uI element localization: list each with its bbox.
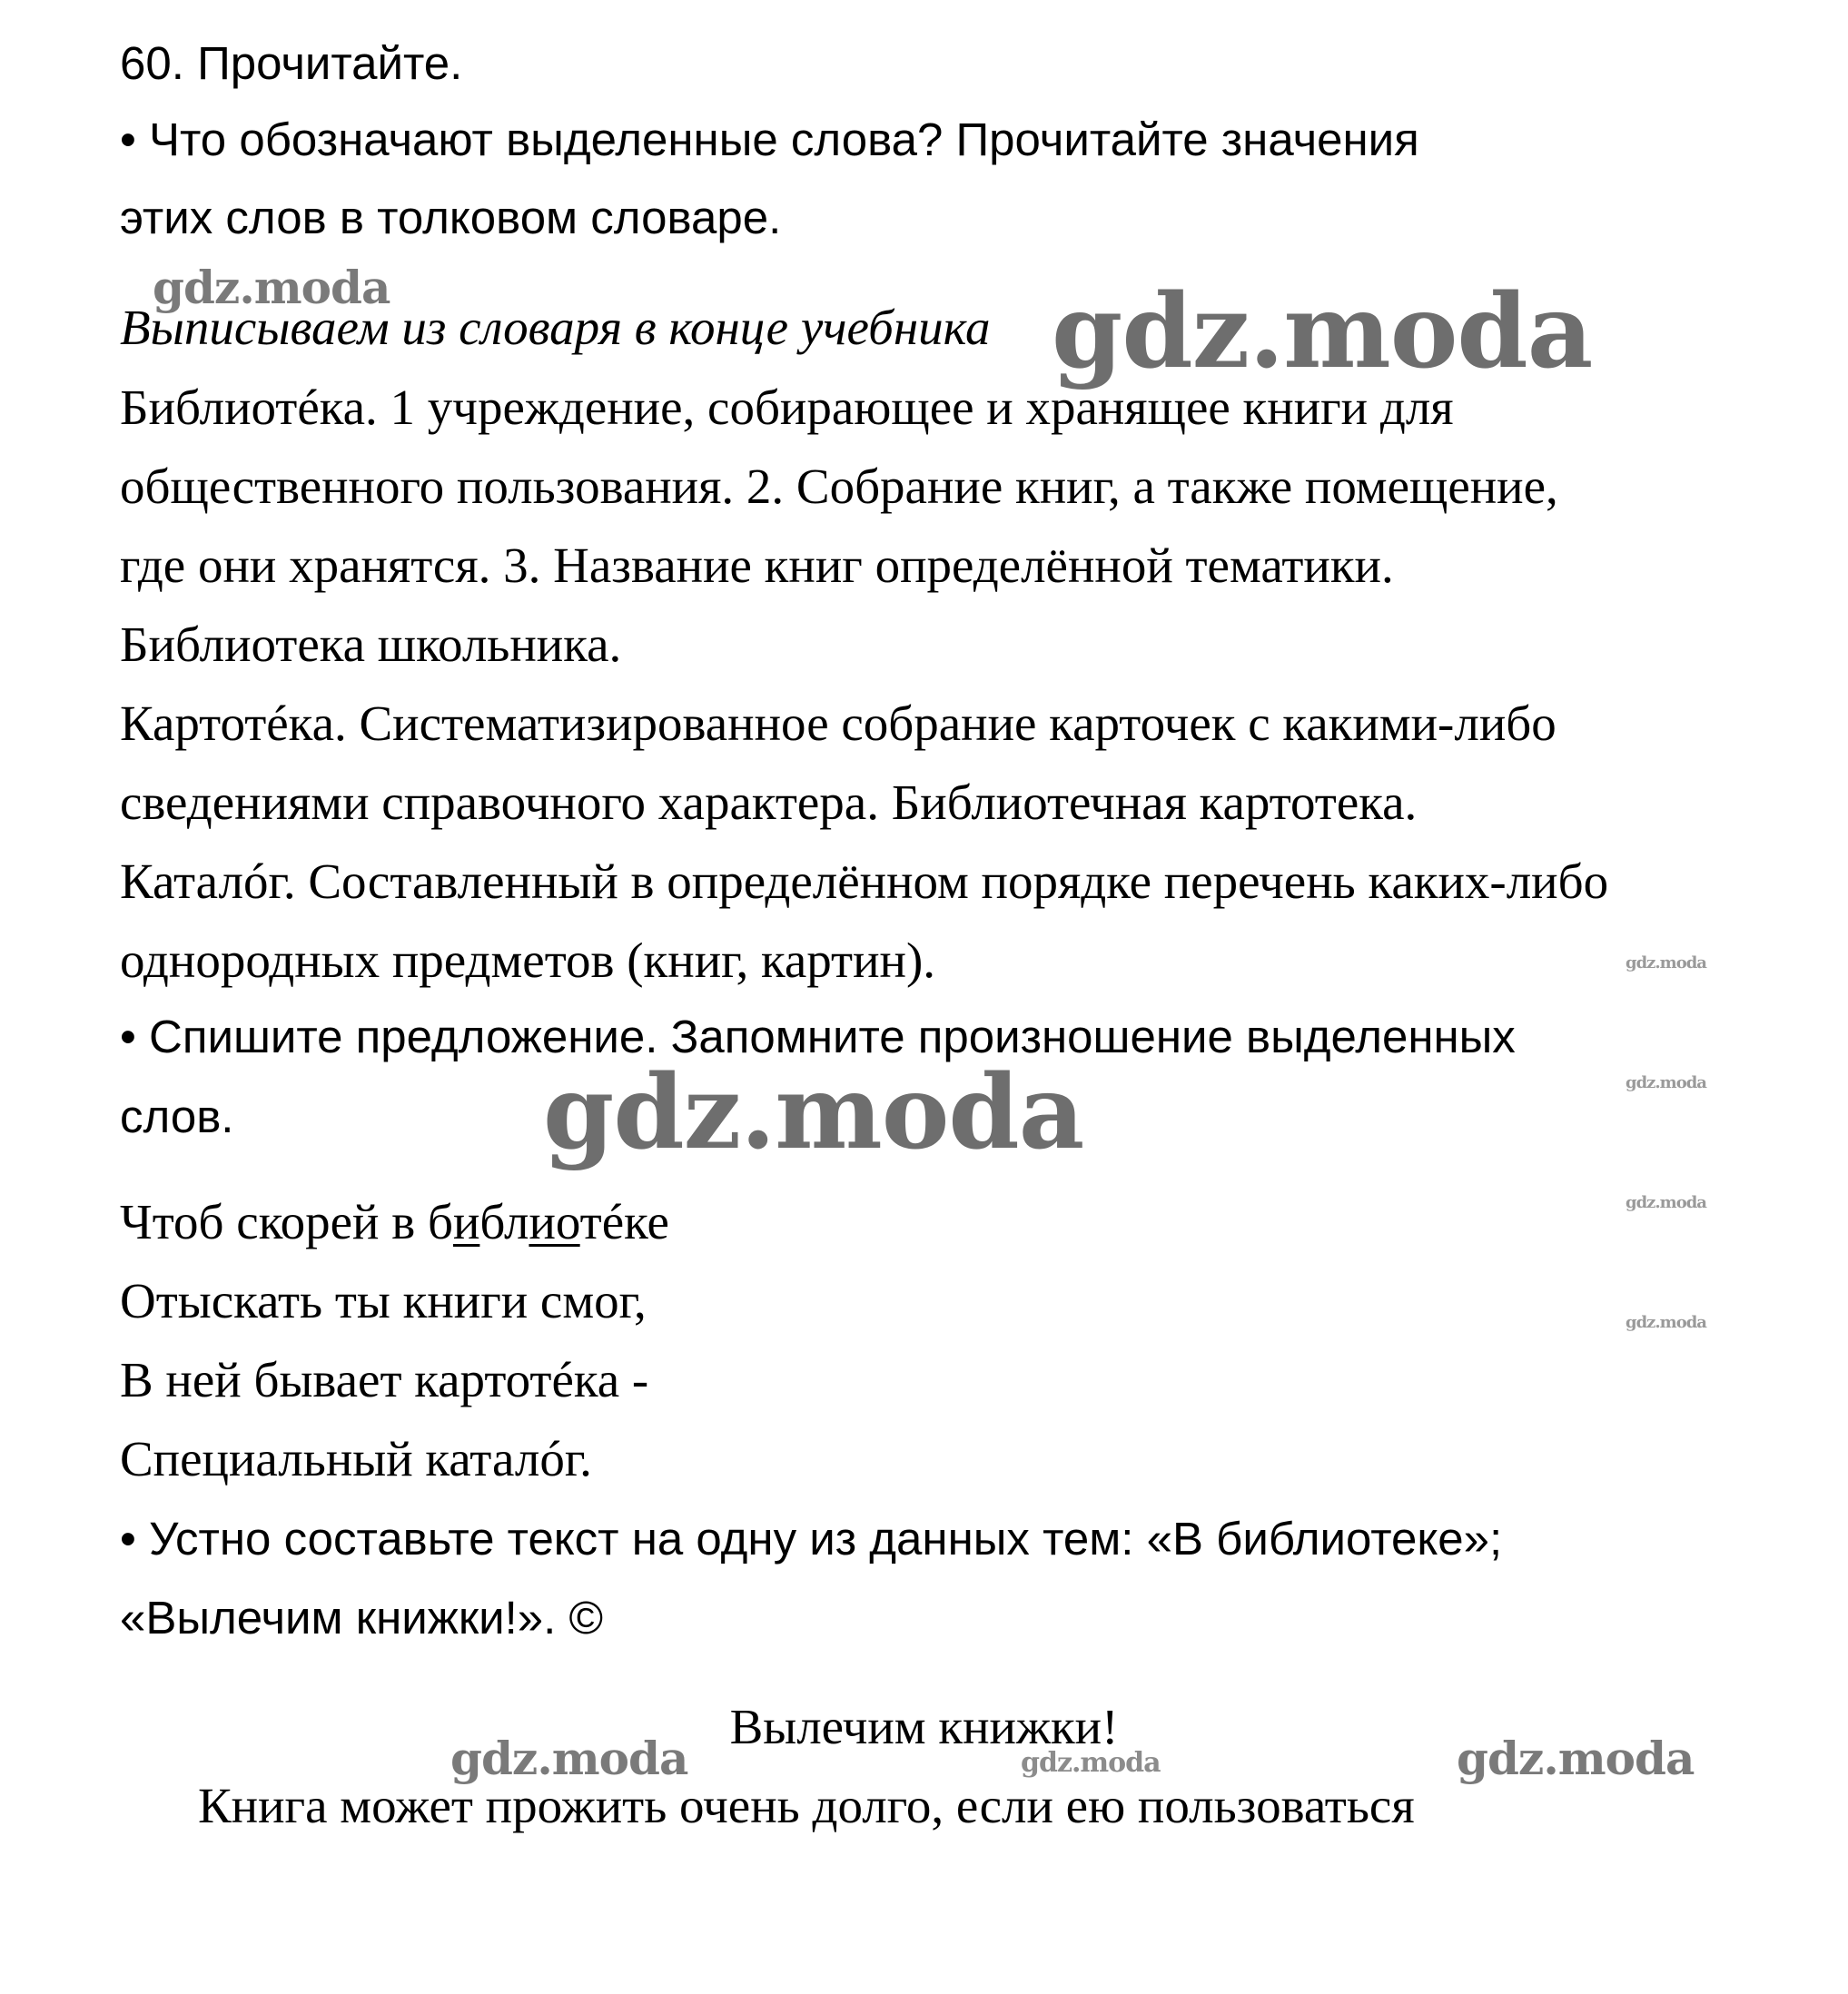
answer-intro: Выписываем из словаря в конце учебника xyxy=(120,300,991,355)
essay-title: Вылечим книжки! xyxy=(729,1699,1119,1754)
poem-text: тéке xyxy=(579,1194,669,1249)
definition-line: Картотéка. Систематизированное собрание карточек с какими-либо xyxy=(120,696,1556,751)
watermark: gdz.moda xyxy=(153,261,390,314)
watermark-small: gdz.moda xyxy=(1626,1313,1706,1332)
watermark: gdz.moda xyxy=(1021,1747,1161,1779)
definition-line: однородных предметов (книг, картин). xyxy=(120,933,936,988)
watermark-large: gdz.moda xyxy=(1052,272,1593,391)
definition-line: Каталóг. Составленный в определённом порядке перечень каких-либо xyxy=(120,854,1609,909)
underlined-letter: и xyxy=(452,1194,480,1249)
poem-text: Чтоб скорей в б xyxy=(120,1194,453,1249)
task-3-line-2: «Вылечим книжки!». © xyxy=(120,1592,604,1644)
task-1-line-1: • Что обозначают выделенные слова? Прочитайте значения xyxy=(120,114,1419,165)
poem-line-1 xyxy=(120,1194,669,1249)
watermark-small: gdz.moda xyxy=(1626,1073,1706,1092)
underlined-letters: ио xyxy=(529,1194,580,1249)
definition-line: сведениями справочного характера. Библиотечная картотека. xyxy=(120,775,1418,830)
definition-line: где они хранятся. 3. Название книг определённой тематики. xyxy=(120,538,1394,593)
watermark: gdz.moda xyxy=(1457,1732,1695,1785)
poem-text: бл xyxy=(479,1194,529,1249)
poem-line-2: Отыскать ты книги смог, xyxy=(120,1273,647,1328)
definition-line: общественного пользования. 2. Собрание книг, а также помещение, xyxy=(120,459,1558,514)
poem-line-3: В ней бывает картотéка - xyxy=(120,1352,649,1407)
definition-line: Библиотека школьника. xyxy=(120,617,622,672)
watermark-small: gdz.moda xyxy=(1626,1193,1706,1212)
watermark-large: gdz.moda xyxy=(543,1053,1084,1172)
essay-first-line: Книга может прожить очень долго, если ею пользоваться xyxy=(198,1778,1415,1833)
cut-off-previous-line xyxy=(209,0,717,9)
task-1-line-2: этих слов в толковом словаре. xyxy=(120,192,782,243)
task-2-line-2: слов. xyxy=(120,1091,234,1142)
poem-line-4: Специальный каталóг. xyxy=(120,1431,592,1486)
definition-line: Библиотéка. 1 учреждение, собирающее и хранящее книги для xyxy=(120,380,1454,435)
task-3-line-1: • Устно составьте текст на одну из данных тем: «В библиотеке»; xyxy=(120,1513,1503,1565)
watermark-small: gdz.moda xyxy=(1626,953,1706,972)
task-2-line-1: • Спишите предложение. Запомните произношение выделенных xyxy=(120,1011,1516,1062)
watermark: gdz.moda xyxy=(450,1732,688,1785)
exercise-title: 60. Прочитайте. xyxy=(120,37,463,89)
